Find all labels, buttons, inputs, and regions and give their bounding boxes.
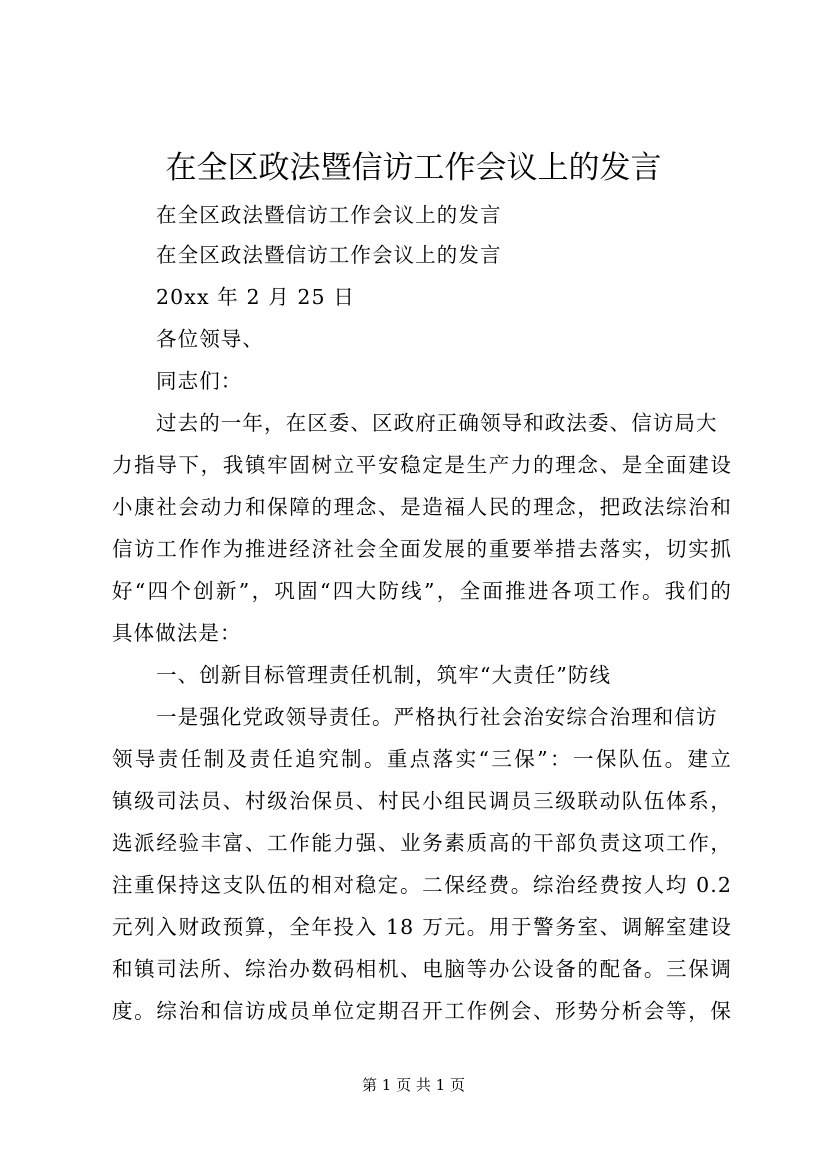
paragraph-line: 镇级司法员、村级治保员、村民小组民调员三级联动队伍体系， [112, 789, 732, 813]
paragraph-line: 一是强化党政领导责任。严格执行社会治安综合治理和信访 [156, 705, 718, 729]
paragraph-line: 小康社会动力和保障的理念、是造福人民的理念，把政法综治和 [112, 495, 732, 519]
subtitle-line: 在全区政法暨信访工作会议上的发言 [156, 243, 502, 267]
paragraph-line: 信访工作作为推进经济社会全面发展的重要举措去落实，切实抓 [112, 537, 732, 561]
paragraph-line: 和镇司法所、综治办数码相机、电脑等办公设备的配备。三保调 [112, 957, 732, 981]
date-line: 20xx 年 2 月 25 日 [156, 285, 355, 309]
paragraph-line: 度。综治和信访成员单位定期召开工作例会、形势分析会等，保 [112, 999, 732, 1023]
document-title: 在全区政法暨信访工作会议上的发言 [165, 150, 662, 186]
page-footer: 第 1 页 共 1 页 [362, 1076, 465, 1094]
paragraph-line: 过去的一年，在区委、区政府正确领导和政法委、信访局大 [156, 411, 718, 435]
subtitle-line: 在全区政法暨信访工作会议上的发言 [156, 203, 502, 227]
paragraph-line: 好“四个创新”，巩固“四大防线”，全面推进各项工作。我们的 [112, 579, 732, 603]
paragraph-line: 领导责任制及责任追究制。重点落实“三保”：一保队伍。建立 [112, 747, 732, 771]
paragraph-line: 元列入财政预算，全年投入 18 万元。用于警务室、调解室建设 [112, 915, 732, 939]
section-heading: 一、创新目标管理责任机制，筑牢“大责任”防线 [156, 663, 612, 687]
paragraph-line: 选派经验丰富、工作能力强、业务素质高的干部负责这项工作， [112, 831, 732, 855]
paragraph-line: 注重保持这支队伍的相对稳定。二保经费。综治经费按人均 0.2 [112, 873, 732, 897]
paragraph-line: 力指导下，我镇牢固树立平安稳定是生产力的理念、是全面建设 [112, 453, 732, 477]
paragraph-line: 具体做法是： [112, 621, 242, 645]
salutation-line: 同志们： [156, 369, 243, 393]
salutation-line: 各位领导、 [156, 327, 264, 351]
